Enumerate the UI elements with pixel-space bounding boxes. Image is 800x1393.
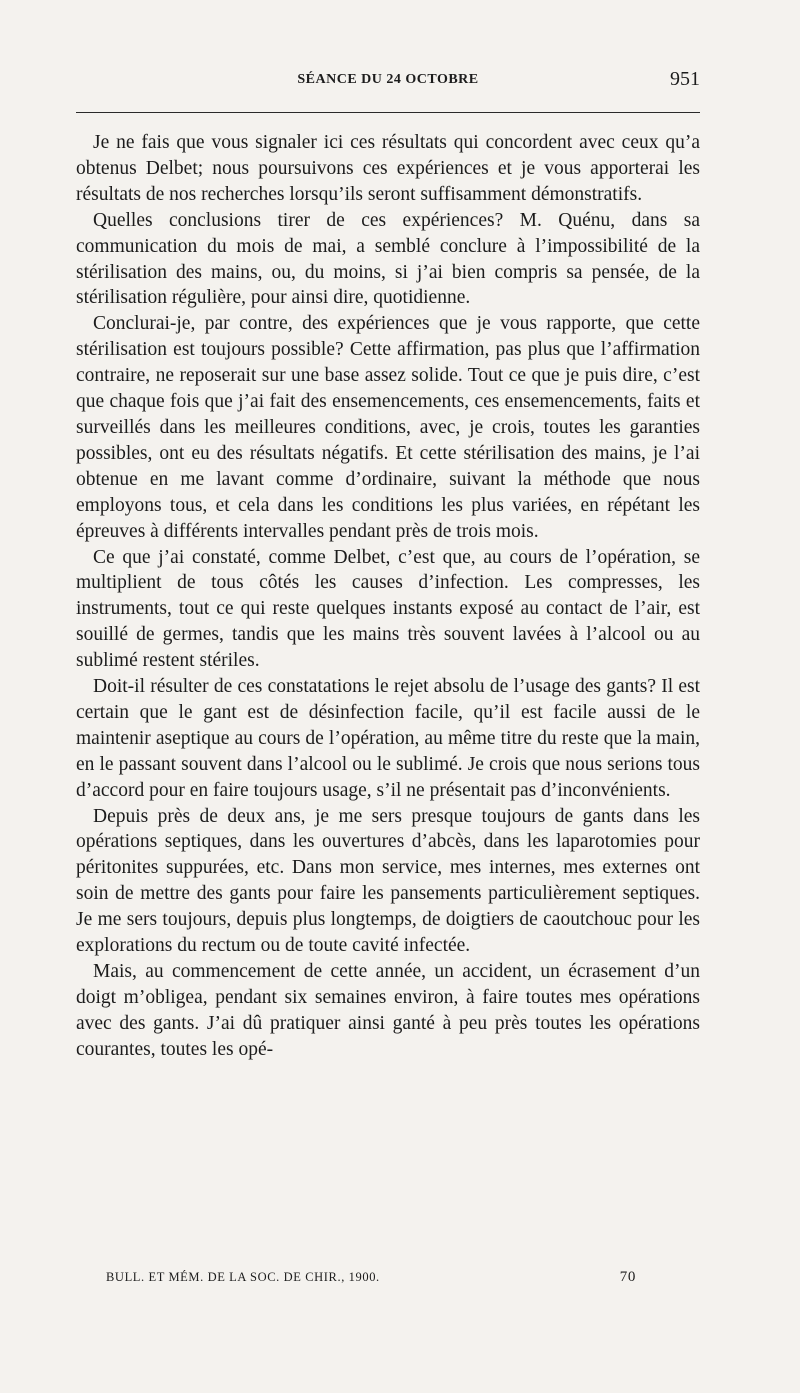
paragraph: Depuis près de deux ans, je me sers presque toujours de gants dans les opérations septiques, dans les ouvertures d’abcès, dans les laparotomies pour péritonites suppurées, etc. Dans mon service, mes internes, mes externes ont soin de mettre des gants pour faire les pansements particulièrement septiques. Je me sers toujours, depuis plus longtemps, de doigtiers de caoutchouc pour les explorations du rectum ou de toute cavité infectée. — [76, 805, 700, 957]
paragraph: Quelles conclusions tirer de ces expériences? M. Quénu, dans sa communication du mois de mai, a semblé conclure à l’impossibilité de la stérilisation des mains, ou, du moins, si j’ai bien compris sa pensée, de la stérilisation régulière, pour ainsi dire, quotidienne. — [76, 209, 700, 309]
header-rule — [76, 112, 700, 113]
paragraph: Conclurai-je, par contre, des expériences que je vous rapporte, que cette stérilisation est toujours possible? Cette affirmation, pas plus que l’affirmation contraire, ne reposerait sur une base assez solide. Tout ce que je puis dire, c’est que chaque fois que j’ai fait des ensemencements, ces ensemencements, faits et surveillés dans les meilleures conditions, avec, je crois, toutes les garanties possibles, ont eu des résultats négatifs. Et cette stérilisation des mains, je l’ai obtenue en me lavant comme d’ordinaire, suivant la méthode que nous employons tous, et cela dans les conditions les plus variées, en répétant les épreuves à différents intervalles pendant près de trois mois. — [76, 313, 700, 542]
paragraph: Je ne fais que vous signaler ici ces résultats qui concordent avec ceux qu’a obtenus Delbet; nous poursuivons ces expériences et je vous apporterai les résultats de nos recherches lorsqu’ils seront suffisamment démonstratifs. — [76, 132, 700, 205]
journal-reference: BULL. ET MÉM. DE LA SOC. DE CHIR., 1900. — [106, 1270, 380, 1284]
paragraph: Ce que j’ai constaté, comme Delbet, c’est que, au cours de l’opération, se multiplient de tous côtés les causes d’infection. Les compresses, les instruments, tout ce qui reste quelques instants exposé au contact de l’air, est souillé de germes, tandis que les mains très souvent lavées à l’alcool ou au sublimé restent stériles. — [76, 546, 700, 672]
header-title: SÉANCE DU 24 OCTOBRE — [297, 72, 479, 87]
page-footer — [106, 1270, 646, 1290]
page-number: 951 — [670, 68, 700, 90]
paragraph: Mais, au commencement de cette année, un accident, un écrasement d’un doigt m’obligea, pendant six semaines environ, à faire toutes mes opérations avec des gants. J’ai dû pratiquer ainsi ganté à peu près toutes les opérations courantes, toutes les opé- — [76, 961, 700, 1060]
body-text — [76, 130, 700, 1063]
running-header — [76, 68, 700, 94]
paragraph: Doit-il résulter de ces constatations le rejet absolu de l’usage des gants? Il est certain que le gant est de désinfection facile, qu’il est facile aussi de le maintenir aseptique au cours de l’opération, au même titre du reste que la main, en le passant souvent dans l’alcool ou le sublimé. Je crois que nous serions tous d’accord pour en faire toujours usage, s’il ne présentait pas d’inconvénients. — [76, 676, 700, 801]
signature-mark: 70 — [619, 1269, 636, 1285]
